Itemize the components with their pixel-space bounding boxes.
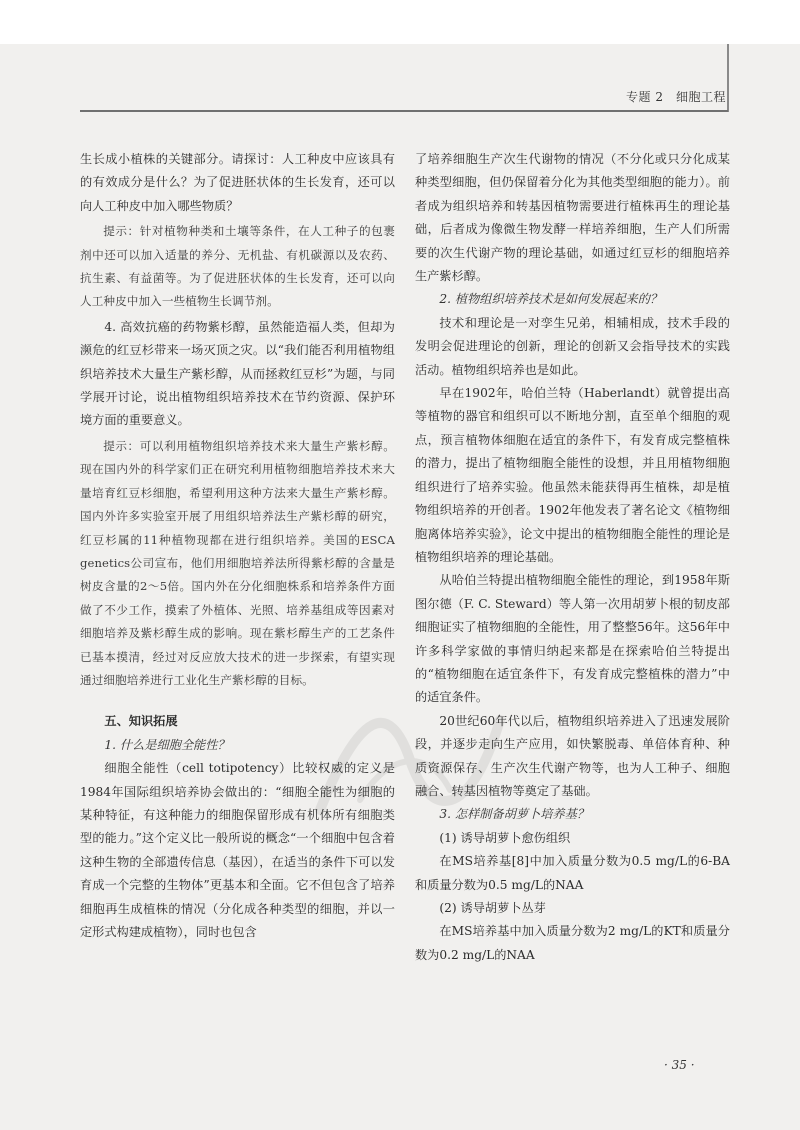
question-heading: 3. 怎样制备胡萝卜培养基？	[439, 807, 589, 822]
sub-heading: (2) 诱导胡萝卜丛芽	[439, 901, 546, 915]
body-paragraph: 细胞全能性（cell totipotency）比较权威的定义是1984年国际组织培养协会做出的：“细胞全能性为细胞的某种特征，有这种能力的细胞保留形成有机体所有细胞类型的能力。”这个定义比一般所说的概念“一个细胞中包含着这种生物的全部遗传信息（基因），在适当的条件下可以发育成一个完整的生物体”更基本和全面。它不但包含了培养细胞再生成植株的情况（分化成各种类型的细胞，并以一定形式构建成植物），同时也包含	[80, 761, 395, 939]
left-column	[80, 148, 395, 944]
running-title: 专题 2 细胞工程	[626, 90, 726, 104]
body-paragraph: 技术和理论是一对孪生兄弟，相辅相成，技术手段的发明会促进理论的创新，理论的创新又会指导技术的实践活动。植物组织培养也是如此。	[415, 315, 730, 377]
sub-heading: (1) 诱导胡萝卜愈伤组织	[439, 830, 571, 845]
paragraph-continued: 生长成小植株的关键部分。请探讨：人工种皮中应该具有的有效成分是什么？为了促进胚状体的生长发育，还可以向人工种皮中加入哪些物质？	[80, 152, 395, 213]
question-heading: 1. 什么是细胞全能性？	[104, 737, 230, 752]
right-column	[415, 148, 730, 967]
body-paragraph: 在MS培养基[8]中加入质量分数为0.5 mg/L的6-BA和质量分数为0.5 mg/L的NAA	[415, 854, 730, 892]
discussion-question: 4. 高效抗癌的药物紫杉醇，虽然能造福人类，但却为濒危的红豆杉带来一场灭顶之灾。以“我们能否利用植物组织培养技术大量生产紫杉醇，从而拯救红豆杉”为题，与同学展开讨论，说出植物组织培养技术在节约资源、保护环境方面的重要意义。	[80, 319, 395, 428]
body-paragraph: 20世纪60年代以后，植物组织培养进入了迅速发展阶段，并逐步走向生产应用，如快繁脱毒、单倍体育种、种质资源保存、生产次生代谢产物等，也为人工种子、细胞融合、转基因植物等奠定了基础。	[415, 713, 730, 798]
body-paragraph: 从哈伯兰特提出植物细胞全能性的理论，到1958年斯图尔德（F. C. Steward）等人第一次用胡萝卜根的韧皮部细胞证实了植物细胞的全能性，用了整整56年。这56年中许多科学家做的事情归纳起来都是在探索哈伯兰特提出的“植物细胞在适宜条件下，有发育成完整植株的潜力”中的适宜条件。	[415, 573, 730, 705]
body-paragraph: 在MS培养基中加入质量分数为2 mg/L的KT和质量分数为0.2 mg/L的NAA	[415, 924, 730, 962]
body-paragraph: 早在1902年，哈伯兰特（Haberlandt）就曾提出高等植物的器官和组织可以不断地分割，直至单个细胞的观点，预言植物体细胞在适宜的条件下，有发育成完整植株的潜力，提出了植物细胞全能性的设想，并且用植物细胞组织进行了培养实验。他虽然未能获得再生植株，却是植物组织培养的开创者。1902年他发表了著名论文《植物细胞离体培养实验》，论文中提出的植物细胞全能性的理论是植物组织培养的理论基础。	[415, 386, 730, 564]
header-rule	[80, 110, 728, 112]
paragraph-continued: 了培养细胞生产次生代谢物的情况（不分化或只分化成某种类型细胞，但仍保留着分化为其他类型细胞的能力）。前者成为组织培养和转基因植物需要进行植株再生的理论基础，后者成为像微生物发酵一样培养细胞，生产人们所需要的次生代谢产物的理论基础，如通过红豆杉的细胞培养生产紫杉醇。	[415, 152, 730, 284]
hint-paragraph: 提示：可以利用植物组织培养技术来大量生产紫杉醇。现在国内外的科学家们正在研究利用植物细胞培养技术来大量培育红豆杉细胞，希望利用这种方法来大量生产紫杉醇。国内外许多实验室开展了用组织培养法生产紫杉醇的研究，红豆杉属的11种植物现都在进行组织培养。美国的ESCA genetics公司宣布，他们用细胞培养法所得紫杉醇的含量是树皮含量的2～5倍。国内外在分化细胞株系和培养条件方面做了不少工作，摸索了外植体、光照、培养基组成等因素对细胞培养及紫杉醇生成的影响。现在紫杉醇生产的工艺条件已基本摸清，经过对反应放大技术的进一步探索，有望实现通过细胞培养进行工业化生产紫杉醇的目标。	[80, 438, 395, 687]
scan-margin	[0, 0, 800, 44]
page-header	[0, 44, 800, 124]
page-number: · 35 ·	[664, 1058, 695, 1072]
section-heading: 五、知识拓展	[104, 714, 178, 729]
header-divider-vertical	[727, 44, 729, 112]
question-heading: 2. 植物组织培养技术是如何发展起来的？	[439, 292, 663, 307]
hint-paragraph: 提示：针对植物种类和土壤等条件，在人工种子的包裹剂中还可以加入适量的养分、无机盐、有机碳源以及农药、抗生素、有益菌等。为了促进胚状体的生长发育，还可以向人工种皮中加入一些植物生长调节剂。	[80, 224, 395, 309]
